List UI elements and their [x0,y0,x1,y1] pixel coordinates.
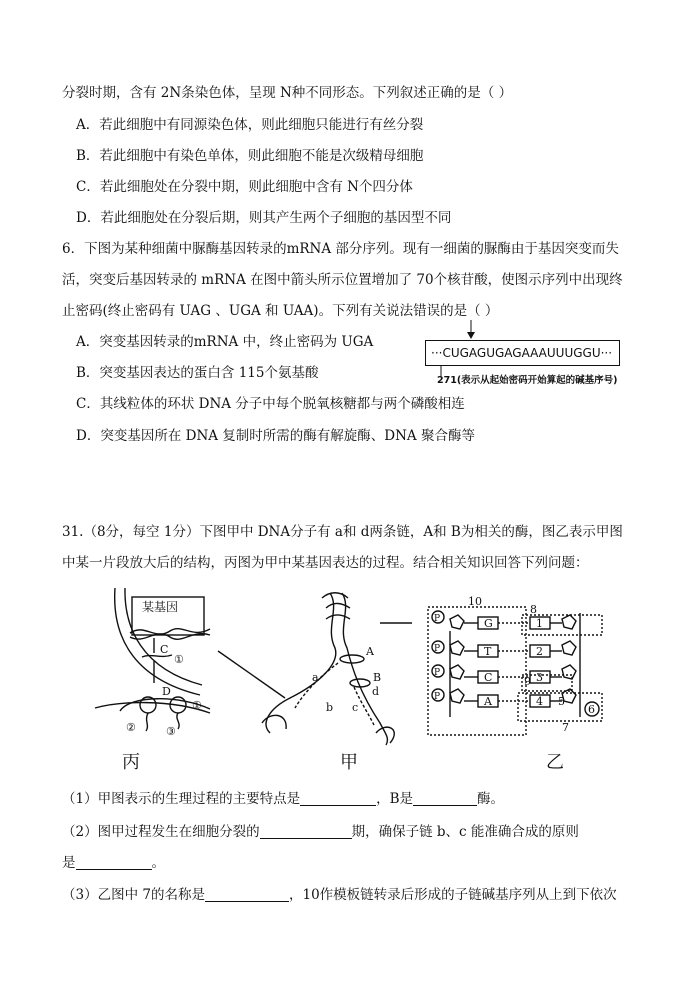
dna-strand-d [342,593,387,745]
sugar-r1 [562,615,576,629]
sugar-r3 [562,665,576,679]
base-label-g: G [484,617,493,630]
figure-label-yi: 乙 [546,752,564,773]
mark-strand-d: d [372,685,380,698]
dna-coil-top-2 [326,603,350,608]
q6-option-b: B．突变基因表达的蛋白含 115个氨基酸 [76,365,319,381]
dna-coil-top-3 [326,615,350,619]
q5-option-a: A．若此细胞中有同源染色体，则此细胞只能进行有丝分裂 [76,117,424,133]
mark-c: C [160,643,169,656]
mark-3: ③ [166,725,176,738]
mark-strand-a: a [312,671,319,684]
q6-option-c: C．其线粒体的环状 DNA 分子中每个脱氧核糖都与两个磷酸相连 [76,396,465,412]
q5-option-b: B．若此细胞中有染色单体，则此细胞不能是次级精母细胞 [76,148,424,164]
phosphate-label-1: P [434,614,441,624]
q6-stem-line3: 止密码(终止密码有 UAG 、UGA 和 UAA)。下列有关说法错误的是（ ） [62,303,499,319]
base-label-a: A [484,695,492,708]
figure-label-bing: 丙 [122,752,140,773]
mark-2: ② [126,721,136,734]
sugar-l3 [450,665,464,679]
polypeptide-2 [146,713,148,731]
base-label-c: C [484,671,493,684]
mark-enzyme-b: B [373,671,382,684]
label-7: 7 [562,721,569,734]
base-label-t: T [484,645,492,658]
gene-label: 某基因 [142,600,179,614]
mark-1a: ① [174,653,184,666]
arrow-jia-to-bing [218,651,285,698]
subq1: （1）甲图表示的生理过程的主要特点是 ，B是 酶。 [62,791,505,807]
dna-figure [90,583,630,748]
box-10 [428,607,526,735]
q6-option-a: A．突变基因转录的mRNA 中，终止密码为 UGA [76,334,374,350]
label-1: 1 [536,617,543,630]
sugar-r2 [562,641,576,655]
mark-d: D [162,685,171,698]
mark-enzyme-a: A [366,645,374,658]
enzyme-a [340,655,364,663]
label-6: 6 [588,703,595,716]
answer-blank-1[interactable] [300,791,376,806]
phosphate-label-3: P [434,668,441,678]
sugar-l4 [450,689,464,703]
q5-option-c: C．若此细胞处在分裂中期，则此细胞中含有 N个四分体 [76,179,413,195]
label-9: 9 [524,675,531,688]
label-8: 8 [530,603,537,616]
label-3: 3 [536,671,543,684]
q31-stem-line1: 31.（8分，每空 1分）下图甲中 DNA分子有 a和 d两条链，A和 B为相关的酶，图乙表示甲图 [62,524,623,540]
mark-strand-c: c [352,701,359,714]
subq2-cont: 是 。 [62,855,165,871]
q5-stem-tail: 分裂时期，含有 2N条染色体，呈现 N种不同形态。下列叙述正确的是（ ） [62,85,513,101]
mark-strand-b: b [326,701,334,714]
label-5: 5 [558,695,565,708]
q6-option-d: D．突变基因所在 DNA 复制时所需的酶有解旋酶、DNA 聚合酶等 [76,428,475,444]
answer-blank-3[interactable] [260,824,352,839]
q31-stem-line2: 中某一片段放大后的结构，丙图为甲中某基因表达的过程。结合相关知识回答下列问题： [62,555,589,571]
box-8 [522,615,602,635]
answer-blank-4[interactable] [76,855,152,870]
dna-coil-right [376,727,394,743]
phosphate-label-2: P [434,644,441,654]
q5-option-d: D．若此细胞处在分裂后期，则其产生两个子细胞的基因型不同 [76,210,452,226]
sugar-l1 [450,615,464,629]
sugar-l2 [450,641,464,655]
label-10: 10 [468,595,482,608]
mark-1b: ① [192,699,202,712]
answer-blank-2[interactable] [413,791,477,806]
phosphate-label-4: P [434,692,441,702]
label-2: 2 [536,645,543,658]
mrna-sequence-box: ···CUGAGUGAGAAAUUUGGU··· [425,340,620,366]
answer-blank-5[interactable] [205,887,289,902]
mutation-arrow-head [467,332,475,339]
subq3: （3）乙图中 7的名称是 ，10作模板链转录后形成的子链碱基序列从上到下依次 [62,887,617,903]
q6-stem-line2: 活，突变后基因转录的 mRNA 在图中箭头所示位置增加了 70个核苷酸，使图示序列中出现终 [62,272,623,288]
polypeptide-3 [177,713,179,729]
subq2: （2）图甲过程发生在细胞分裂的 期，确保子链 b、c 能准确合成的原则 [62,824,579,840]
position-note: 271(表示从起始密码开始算起的碱基序号) [437,375,618,386]
label-4: 4 [536,695,543,708]
q6-stem-line1: 6．下图为某种细菌中脲酶基因转录的mRNA 部分序列。现有一细菌的脲酶由于基因突变而失 [62,241,619,257]
figure-label-jia: 甲 [340,752,358,773]
